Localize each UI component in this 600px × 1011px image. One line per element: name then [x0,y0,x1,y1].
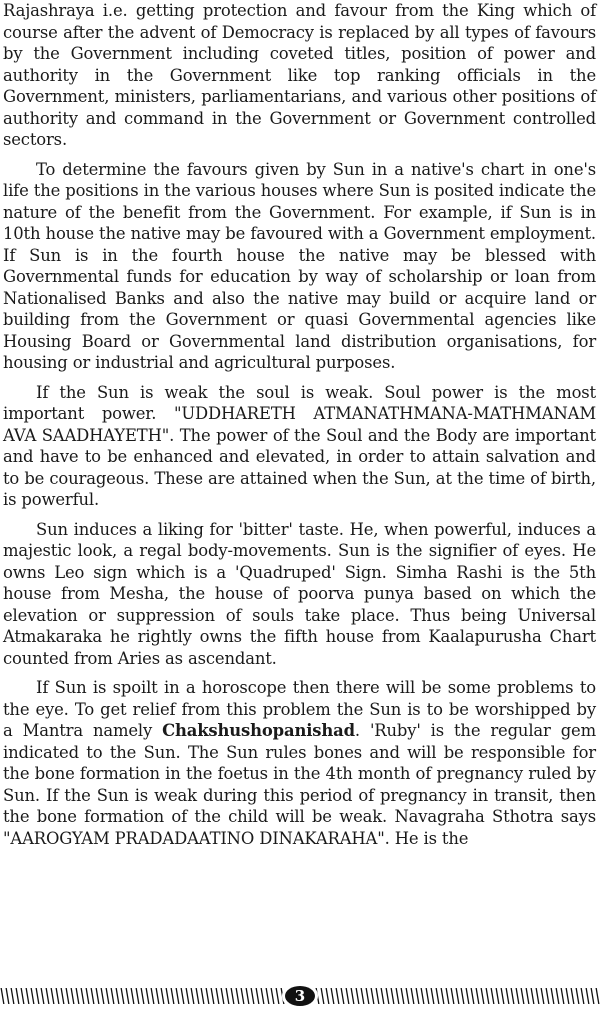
paragraph-sun-favours: To determine the favours given by Sun in a native's chart in one's life the positions in the various houses where Sun is posited indicate the nature of the benefit from the Government. For example, if Sun is in 10th house the native may be favoured with a Government employment. If Sun is in the fourth house the native may be blessed with Governmental funds for education by way of scholarship or loan from Nationalised Banks and also the native may build or acquire land or building from the Government or quasi Governmental agencies like Housing Board or Governmental land distribution organisations, for housing or industrial and agricultural purposes. [3,159,596,372]
paragraph-eye-problems [3,677,596,849]
paragraph-soul-power: If the Sun is weak the soul is weak. Soul power is the most important power. "UDDHARETH ATMANATHMANA-MATHMANAM AVA SAADHAYETH". The power of the Soul and the Body are important and have to be enhanced and elevated, in order to attain salvation and to be courageous. These are attained when the Sun, at the time of birth, is powerful. [3,382,596,509]
page-number: 3 [294,987,306,1005]
paragraph-bitter-taste: Sun induces a liking for 'bitter' taste. He, when powerful, induces a majestic look, a regal body-movements. Sun is the signifier of eyes. He owns Leo sign which is a 'Quadruped' Sign. Simha Rashi is the 5th house from Mesha, the house of poorva punya based on which the elevation or suppression of souls take place. Thus being Universal Atmakaraka he rightly owns the fifth house from Kaalapurusha Chart counted from Aries as ascendant. [3,519,596,668]
paragraph-text-after: . 'Ruby' is the regular gem indicated to the Sun. The Sun rules bones and will be responsible for the bone formation in the foetus in the 4th month of pregnancy ruled by Sun. If the Sun is weak during this period of pregnancy in transit, then the bone formation of the child will be weak. Navagraha Sthotra says "AAROGYAM PRADADAATINO DINAKARAHA". He is the [3,721,596,848]
page-footer [0,981,600,1011]
mantra-name: Chakshushopanishad [162,721,355,740]
footer-ornament [0,981,600,1011]
page-body [3,0,596,857]
paragraph-text-before: If Sun is spoilt in a horoscope then there will be some problems to the eye. To get relief from this problem the Sun is to be worshipped by a Mantra namely [3,678,596,740]
paragraph-rajashraya: Rajashraya i.e. getting protection and favour from the King which of course after the advent of Democracy is replaced by all types of favours by the Government including coveted titles, position of power and authority in the Government like top ranking officials in the Government, ministers, parliamentarians, and various other positions of authority and command in the Government or Government controlled sectors. [3,1,596,149]
